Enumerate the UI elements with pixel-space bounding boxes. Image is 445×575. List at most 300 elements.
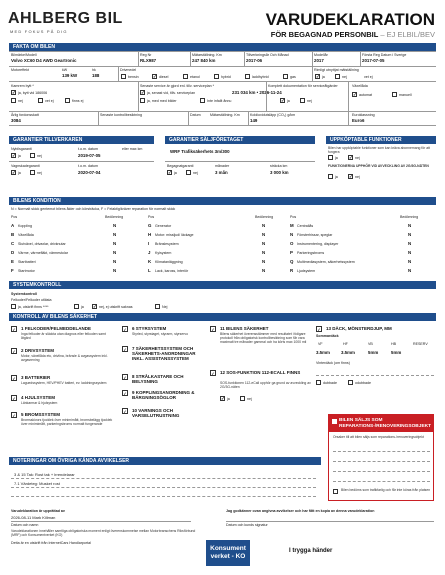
sign-line xyxy=(11,521,191,522)
pos-I-text: Bränslesystem xyxy=(155,242,179,246)
note-line xyxy=(11,487,316,488)
repair-object-reason: Orsaker till att bilen säljs som reparations-/renoveringsobjekt xyxy=(333,435,424,439)
col1-pos-header: Pos xyxy=(11,215,18,219)
check-10-box[interactable]: ✓ xyxy=(123,409,127,414)
network-ja-checkbox[interactable] xyxy=(328,174,333,179)
page-subtitle xyxy=(271,30,435,39)
check-7-num: 7 xyxy=(132,346,135,351)
check-11-text: BILENS SÄKERHET xyxy=(226,326,269,331)
pos-C-text: Slutväxel, drivaxlar, drivknutar xyxy=(18,242,66,246)
pos-Q-key: Q xyxy=(290,259,294,264)
gearbox-automat-checkbox[interactable]: ✓ xyxy=(353,92,357,97)
fuel-diesel-label: diesel xyxy=(159,75,169,79)
pos-B-value: N xyxy=(113,232,117,237)
pos-A-text: Koppling xyxy=(18,224,32,228)
divider xyxy=(9,125,436,126)
prepared-by-value: 2026-08-11 Mark Killman xyxy=(11,515,56,520)
check-2-box[interactable]: ✓ xyxy=(12,349,16,354)
manufacture-label: Tillverkningsår Och Månad xyxy=(246,53,289,57)
service-interval-label: ja, senast vid, tillv. serviceplan xyxy=(147,91,196,95)
firstreg-label: Första Reg Datum i Sverige xyxy=(362,53,407,57)
system-ja-label: ja xyxy=(81,305,84,309)
divider xyxy=(348,81,349,111)
tax-label: Årlig fordonsskatt xyxy=(11,113,39,117)
check-13-num: 13 xyxy=(326,326,332,331)
pos-J-value: N xyxy=(262,250,266,255)
newcar-warranty-date: 2019-07-05 xyxy=(78,153,101,158)
check-4-box[interactable]: ✓ xyxy=(12,396,16,401)
check-9-text: KOPPLINGSANORDNING & BÄRGNINGSÖGLOR xyxy=(132,390,195,400)
pos-L-value: N xyxy=(262,268,266,273)
mileage-vetej-label: vet ej xyxy=(364,75,373,79)
used-warranty-label: Begagnatgaranti xyxy=(167,164,194,168)
check-10-num: 10 xyxy=(132,408,138,413)
check-5-title xyxy=(21,412,60,417)
service-date-value: 231 034 km • 2026-11-24 xyxy=(232,90,282,95)
distance-value: 3 000 km xyxy=(270,170,289,175)
subscription-ja-checkbox[interactable] xyxy=(328,155,333,160)
newcar-warranty-ja-checkbox[interactable]: ✓ xyxy=(12,153,16,158)
divider xyxy=(312,66,313,81)
system-sub: Felkoder/Felkoder utlästa xyxy=(11,298,52,302)
check-11-box[interactable]: ✓ xyxy=(211,327,215,332)
tyre-col-hb: HB xyxy=(391,342,396,346)
timing-belt-nej-label: nej xyxy=(18,99,23,103)
check-9-title xyxy=(132,390,207,400)
subtitle-code: – EJ ELBIL/BEV xyxy=(380,30,435,39)
check-11-num: 11 xyxy=(220,326,225,331)
check-3-title xyxy=(21,375,50,380)
euro-label: Euroklassning xyxy=(352,113,375,117)
firstreg-value: 2017-07-05 xyxy=(362,58,385,63)
check-11-title xyxy=(220,326,269,331)
pos-N-value: N xyxy=(408,232,412,237)
pos-L-key: L xyxy=(148,268,151,273)
check-5-box[interactable]: ✓ xyxy=(12,413,16,418)
check-2-num: 2 xyxy=(21,348,24,353)
check-13-text: DÄCK, MÖNSTERDJUP, MM xyxy=(332,326,392,331)
check-9-box[interactable]: ✓ xyxy=(123,391,127,396)
pos-P-key: P xyxy=(290,250,293,255)
check-4-num: 4 xyxy=(21,395,24,400)
check-1-text: FELKODER/FELMEDDELANDE xyxy=(24,326,92,331)
sos-ja-checkbox[interactable]: ✓ xyxy=(221,396,225,401)
check-12-box[interactable]: ✓ xyxy=(211,371,215,376)
fuel-bensin-checkbox[interactable] xyxy=(121,74,126,79)
system-utskrift-checkbox[interactable] xyxy=(11,304,16,309)
documentation-label: Komplett dokumentation för serviceåtgärder xyxy=(268,84,338,88)
pos-C-value: N xyxy=(113,241,117,246)
divider xyxy=(312,51,313,66)
vagnskade-date-label: t.o.m. datum xyxy=(78,164,98,168)
pos-K-value: N xyxy=(262,259,266,264)
pos-G-value: N xyxy=(262,223,266,228)
used-warranty-nej-checkbox[interactable] xyxy=(186,170,191,175)
pos-Q-value: N xyxy=(408,259,412,264)
check-4-sub: Länkarmar & hjulsystem xyxy=(21,401,58,405)
pos-P-value: N xyxy=(408,250,412,255)
timing-belt-vetej-checkbox[interactable] xyxy=(38,98,43,103)
divider xyxy=(9,66,436,67)
konsumentverket-badge xyxy=(206,540,250,566)
pos-G-key: G xyxy=(148,223,152,228)
vagnskade-label: Vagnskadegaranti xyxy=(11,164,40,168)
mileage-reasonable-label: Rimligt utnyttjat mätställning xyxy=(314,68,359,72)
newcar-warranty-nej-label: nej xyxy=(37,154,42,158)
co2-label: Koldioxidutsläpp (CO₂) g/km xyxy=(250,113,296,117)
dealer-logo: AHLBERG BIL xyxy=(8,10,123,27)
service-label: Senaste service är gjord enl. tillv. serviceplan * xyxy=(140,84,215,88)
check-12-num: 12 xyxy=(220,370,226,375)
gearbox-label: Växellåda xyxy=(352,84,368,88)
mileage-ja-label: ja xyxy=(322,75,325,79)
pos-G-text: Generator xyxy=(155,224,172,228)
section-subscription-header: UPPKÖPTABLE FUNKTIONER xyxy=(326,136,436,144)
vagnskade-date: 2020-07-04 xyxy=(78,170,101,175)
newcar-warranty-label: Nybilsgaranti xyxy=(11,147,32,151)
system-ejutskrift-checkbox[interactable]: ✓ xyxy=(93,304,97,309)
sos-ja-label: ja xyxy=(227,397,230,401)
gearbox-automat-label: automat xyxy=(359,93,372,97)
check-8-box[interactable]: ✓ xyxy=(123,375,127,380)
fuel-gas-checkbox[interactable] xyxy=(283,74,288,79)
pos-H-key: H xyxy=(148,232,152,237)
used-warranty-ja-label: ja xyxy=(174,171,177,175)
section-safety-header: KONTROLL AV BILENS SÄKERHET xyxy=(9,313,436,321)
service-inga-label: Inte infallt ånnu xyxy=(207,99,232,103)
divider xyxy=(9,81,436,82)
fuel-bensin-label: bensin xyxy=(128,75,139,79)
check-5-text: BROMSSYSTEM xyxy=(24,412,61,417)
divider xyxy=(138,51,139,66)
check-4-text: HJULSYSTEM xyxy=(24,395,56,400)
dealer-warranty-name: WRF Trafiksäkerhets 3m/300 xyxy=(170,149,230,154)
check-6-sub: Styrled, styrstaget, styrarm, styrservo xyxy=(132,332,188,336)
repair-object-header xyxy=(329,415,434,432)
co2-value: 149 xyxy=(250,118,258,123)
check-13-title xyxy=(326,326,392,331)
summer-vb: 5mm xyxy=(368,350,379,355)
network-ja-label: ja xyxy=(335,175,338,179)
network-nej-checkbox[interactable]: ✓ xyxy=(349,174,353,179)
pos-M-key: M xyxy=(290,223,294,228)
badge-slogan: I trygga händer xyxy=(289,548,333,554)
pos-M-text: Centrallås xyxy=(297,224,314,228)
check-10-text: VARNINGS OCH VARSELUTRUSTNING xyxy=(132,408,180,418)
system-ejutskrift-label: nej, ej utskrift saknas xyxy=(99,305,133,309)
tyre-col-vf: VF xyxy=(318,342,323,346)
gearbox-manuell-label: manuell xyxy=(399,93,412,97)
service-bok-checkbox[interactable] xyxy=(140,98,145,103)
col1-bed-header: Bedömning xyxy=(105,215,124,219)
check-6-text: STYRSYSTEM xyxy=(135,326,167,331)
pos-H-value: N xyxy=(262,232,266,237)
documentation-nej-label: nej xyxy=(307,99,312,103)
pos-O-key: O xyxy=(290,241,294,246)
customer-approval-label: Jag godkänner ovan angivna avvikelser och har fått en kopia av denna varudeklaration xyxy=(226,509,375,513)
warranty-maxkm-label: eller max km xyxy=(122,147,143,151)
check-2-sub: Motor, växellåda etc, drivlina, bränsle & avgassystem inkl. avgasrening xyxy=(21,354,108,362)
divider xyxy=(348,111,349,125)
pos-A-key: A xyxy=(11,223,15,228)
tyre-col-reserv: RESERV xyxy=(413,342,428,346)
winter-odubb-checkbox[interactable] xyxy=(348,380,353,385)
pos-J-text: Kylsystem xyxy=(155,251,172,255)
divider xyxy=(98,111,99,125)
check-7-title xyxy=(132,346,207,361)
check-12-title xyxy=(220,370,315,375)
subscription-text: Bilen har uppköptable funktioner som kan kräva abonnemang för att fungera xyxy=(328,146,430,154)
check-4-title xyxy=(21,395,55,400)
winter-dubb-checkbox[interactable] xyxy=(316,380,321,385)
section-dealer-warranty-header: GARANTIER SÄLJFÖRETAGET xyxy=(165,136,315,144)
divider xyxy=(9,51,436,52)
system-nej-label: Nej xyxy=(162,305,168,309)
vagnskade-ja-checkbox[interactable]: ✓ xyxy=(12,170,16,175)
section-condition-header: BILENS KONDITION xyxy=(9,197,436,205)
timing-belt-value: ja, bytt vid 186006 xyxy=(18,91,48,95)
repair-line xyxy=(333,481,430,482)
timing-belt-finnsej-checkbox[interactable] xyxy=(65,98,70,103)
pos-M-value: N xyxy=(408,223,412,228)
summer-tyres-label: Sommardäck xyxy=(316,334,339,338)
pos-R-value: N xyxy=(408,268,412,273)
divider xyxy=(118,66,119,81)
repair-object-checkbox[interactable] xyxy=(332,419,337,424)
section-system-header: SYSTEMKONTROLL xyxy=(9,281,436,289)
divider xyxy=(165,161,315,162)
note-line xyxy=(11,478,316,479)
check-10-title xyxy=(132,408,207,418)
winter-tyres-label: Vinterdäck (om finns) xyxy=(316,361,350,365)
pos-C-key: C xyxy=(11,241,15,246)
pos-D-text: Värme, värmefläkt, värmestolar xyxy=(18,251,68,255)
check-5-num: 5 xyxy=(21,412,24,417)
page-title: VARUDEKLARATION xyxy=(265,10,435,29)
check-13-box[interactable]: ✓ xyxy=(317,327,321,332)
pos-F-value: N xyxy=(113,268,117,273)
check-11-sub: Bilens säkerhet överensstämmer med resultatet i tidigare protokoll från obligatorisk kontrollbesiktning som får vara maximalt tre månader gammal och ha körts max 1000 mil xyxy=(220,332,307,344)
pos-E-value: N xyxy=(113,259,117,264)
winter-tyres-line xyxy=(316,375,434,376)
pos-Q-text: Multimediasystem, säkerhetssystem xyxy=(297,260,355,264)
check-3-num: 3 xyxy=(21,375,24,380)
col3-pos-header: Pos xyxy=(290,215,297,219)
divider xyxy=(9,111,436,112)
pos-A-value: N xyxy=(113,223,117,228)
fuel-diesel-checkbox[interactable]: ✓ xyxy=(153,74,157,79)
check-1-box[interactable]: ✓ xyxy=(12,327,16,332)
mileage-nej-label: nej xyxy=(342,75,347,79)
newcar-warranty-ja-label: ja xyxy=(18,154,21,158)
section-notes-header: NOTERINGAR OM ÖVRIGA KÄNDA AVVIKELSER xyxy=(9,457,321,465)
divider xyxy=(190,51,191,66)
divider xyxy=(138,81,139,111)
pos-F-key: F xyxy=(11,268,14,273)
timing-belt-label: Kamrem bytt * xyxy=(11,84,34,88)
subscription-nej-label: nej xyxy=(355,156,360,160)
service-inga-checkbox[interactable] xyxy=(200,98,205,103)
note-row-1: 3 & 15 Tak: Rost tak + lrrendelarar xyxy=(14,472,75,477)
check-1-sub: Inga felkoder är släckta utan diagnos eller felkoden samt åtgärd xyxy=(21,332,106,340)
summer-hf: 3.5mm xyxy=(341,350,355,355)
col2-bed-header: Bedömning xyxy=(255,215,274,219)
sos-nej-checkbox[interactable] xyxy=(240,396,245,401)
network-text: FUNKTIONERNA UPPHÖR VID AVVECKLING AV 2G/3G-NÄTEN xyxy=(328,164,429,168)
manufacture-value: 2017-06 xyxy=(246,58,263,63)
repair-line xyxy=(333,471,430,472)
check-1-title xyxy=(21,326,91,331)
system-utskrift-label: ja, utskrift finns **** xyxy=(18,305,49,309)
winter-odubb-label: odubbade xyxy=(355,381,371,385)
fuel-laddhybrid-label: laddhybrid xyxy=(252,75,269,79)
reg-value: RLX987 xyxy=(140,58,157,63)
summer-hb: 5mm xyxy=(391,350,402,355)
kw-value: 139 kW xyxy=(62,73,78,78)
dangerous-checkbox[interactable] xyxy=(333,489,338,494)
pos-E-text: Startbatteri xyxy=(18,260,36,264)
network-nej-label: nej xyxy=(355,175,360,179)
inspection-mileage-label: Mätarställning. Km xyxy=(210,113,240,117)
divider xyxy=(244,51,245,66)
prepared-by-label: Varudeklaration är upprättad av xyxy=(11,509,65,513)
pos-B-text: Växellåda xyxy=(18,233,34,237)
check-9-num: 9 xyxy=(132,390,135,395)
fuel-label: Drivmedel xyxy=(120,68,137,72)
pos-L-text: Lack, kaross, interiör xyxy=(155,269,189,273)
check-3-sub: Laguedssystem, HEV/PHEV batteri, ev. laddningssystem xyxy=(21,381,107,385)
vagnskade-nej-label: nej xyxy=(37,171,42,175)
timing-belt-ja-checkbox[interactable]: ✓ xyxy=(12,90,16,95)
kw-label: kW xyxy=(62,68,68,72)
system-ja-checkbox[interactable] xyxy=(74,304,79,309)
check-5-sub: Bromsskivors tjocklek över minimimått, bromsbelägg tjocklek över minimimått, parkeringsbroms normalt fungerande xyxy=(21,418,113,426)
pos-D-value: N xyxy=(113,250,117,255)
pos-H-text: Motor: missljud/ läckage xyxy=(155,233,194,237)
prepared-by-caption: Datum och namn xyxy=(11,523,39,527)
divider xyxy=(188,111,189,125)
warranty-date-label: t.o.m. datum xyxy=(78,147,98,151)
sos-nej-label: nej xyxy=(247,397,252,401)
pos-P-text: Parkeringsbroms xyxy=(297,251,325,255)
pos-F-text: Startmotor xyxy=(18,269,35,273)
fuel-laddhybrid-checkbox[interactable] xyxy=(245,74,250,79)
modelyear-value: 2017 xyxy=(314,58,324,63)
winter-dubb-label: dubbade xyxy=(323,381,337,385)
check-6-box[interactable]: ✓ xyxy=(123,327,127,332)
check-6-num: 6 xyxy=(132,326,135,331)
service-ja-checkbox[interactable]: ✓ xyxy=(141,90,145,95)
repair-line xyxy=(333,461,430,462)
pos-B-key: B xyxy=(11,232,15,237)
dangerous-text: Bilen bedöms som trafikfarlig och får inte köras från platsen xyxy=(341,488,431,492)
fuel-etanol-label: etanol xyxy=(190,75,200,79)
sign-line xyxy=(226,521,434,522)
pos-N-key: N xyxy=(290,232,294,237)
pos-R-text: Ljudsystem xyxy=(297,269,316,273)
mileage-label: Mätarställning. Km xyxy=(192,53,222,57)
repair-object-box xyxy=(328,414,434,501)
pos-K-key: K xyxy=(148,259,152,264)
check-1-num: 1 xyxy=(21,326,24,331)
subtitle-main: FÖR BEGAGNAD PERSONBIL xyxy=(270,30,379,39)
pos-R-key: R xyxy=(290,268,294,273)
check-3-box[interactable]: ✓ xyxy=(12,376,16,381)
summer-vf: 3.5mm xyxy=(316,350,330,355)
hk-label: hk xyxy=(92,68,96,72)
inspection-label: Senaste kontrollbesiktning xyxy=(100,113,142,117)
system-nej-checkbox[interactable] xyxy=(155,304,160,309)
divider xyxy=(9,161,154,162)
documentation-nej-checkbox[interactable] xyxy=(300,98,305,103)
modelyear-label: Modellår xyxy=(314,53,328,57)
tyre-col-hf: HF xyxy=(343,342,348,346)
newcar-warranty-nej-checkbox[interactable] xyxy=(30,153,35,158)
timing-belt-nej-checkbox[interactable] xyxy=(11,98,16,103)
customer-signature-caption: Datum och kunds signatur xyxy=(226,523,268,527)
pos-N-text: Fönsterhissar, speglar xyxy=(297,233,333,237)
footer-source: Detta är en utskrift från InternetCars Handlarportal xyxy=(11,541,91,545)
pos-E-key: E xyxy=(11,259,14,264)
tax-value: 3084 xyxy=(11,118,21,123)
distance-label: sträcka km xyxy=(270,164,288,168)
divider xyxy=(360,51,361,66)
pos-J-key: J xyxy=(148,250,151,255)
check-8-text: STRÅLKASTARE OCH BELYSNING xyxy=(132,374,184,384)
repair-object-title: BILEN SÄLJS SOM REPARATIONS-/RENOVERINGSOBJEKT xyxy=(339,418,432,429)
engine-label: Motoreffekt xyxy=(11,68,29,72)
subscription-ja-label: ja xyxy=(335,156,338,160)
note-line xyxy=(11,496,316,497)
mileage-nej-checkbox[interactable] xyxy=(335,74,340,79)
months-value: 3 mån xyxy=(215,170,228,175)
footer-legal: Varudeklarationen innehåller samtliga obligatoriska moment enligt överenskommelse mellan Motorbranschens Riksförbund (MRF) och Konsumentverket (KO) xyxy=(11,529,196,537)
fuel-etanol-checkbox[interactable] xyxy=(183,74,188,79)
badge-line2: verket - KO xyxy=(210,553,246,560)
used-warranty-ja-checkbox[interactable]: ✓ xyxy=(168,170,172,175)
badge-line1: Konsument xyxy=(210,545,246,552)
condition-legend: N = Normalt skick gentemot bilens ålder och körsträcka, F = Felaktig/kräver reparation för normalt skick xyxy=(11,207,176,211)
check-8-title xyxy=(132,374,207,384)
vagnskade-ja-label: ja xyxy=(18,171,21,175)
documentation-ja-checkbox[interactable]: ✓ xyxy=(281,98,285,103)
check-3-text: BATTERIER xyxy=(24,375,51,380)
subscription-nej-checkbox[interactable]: ✓ xyxy=(349,155,353,160)
fuel-hybrid-label: hybrid xyxy=(221,75,231,79)
pos-O-text: Instrumentering, displayer xyxy=(297,242,339,246)
mileage-value: 247 840 km xyxy=(192,58,216,63)
repair-line xyxy=(333,451,430,452)
mileage-ja-checkbox[interactable]: ✓ xyxy=(316,74,320,79)
gearbox-manuell-checkbox[interactable] xyxy=(392,92,397,97)
brand-value: Volvo XC60 D4 AWD Geartronic xyxy=(11,58,77,63)
check-7-box[interactable]: ✓ xyxy=(123,347,127,352)
col2-pos-header: Pos xyxy=(148,215,155,219)
pos-O-value: N xyxy=(408,241,412,246)
euro-value: Euro6 xyxy=(352,118,365,123)
check-12-text: SOS-FUNKTION 112-ECALL FINNS xyxy=(226,370,301,375)
check-12-sub: SOS-funktionen 112-eCall upphör ga grund av avveckling av 2G/3G-näten xyxy=(220,381,311,389)
pos-I-value: N xyxy=(262,241,266,246)
fuel-hybrid-checkbox[interactable] xyxy=(214,74,219,79)
months-label: månader xyxy=(215,164,230,168)
service-bok-label: ja, med med bilder xyxy=(147,99,177,103)
check-2-text: DRIVSYSTEM xyxy=(24,348,55,353)
col3-bed-header: Bedömning xyxy=(400,215,419,219)
pos-K-text: Klimatanläggning xyxy=(155,260,183,264)
vagnskade-nej-checkbox[interactable] xyxy=(30,170,35,175)
note-row-2: 7.1 Värdeteg: Musket rost xyxy=(14,481,60,486)
